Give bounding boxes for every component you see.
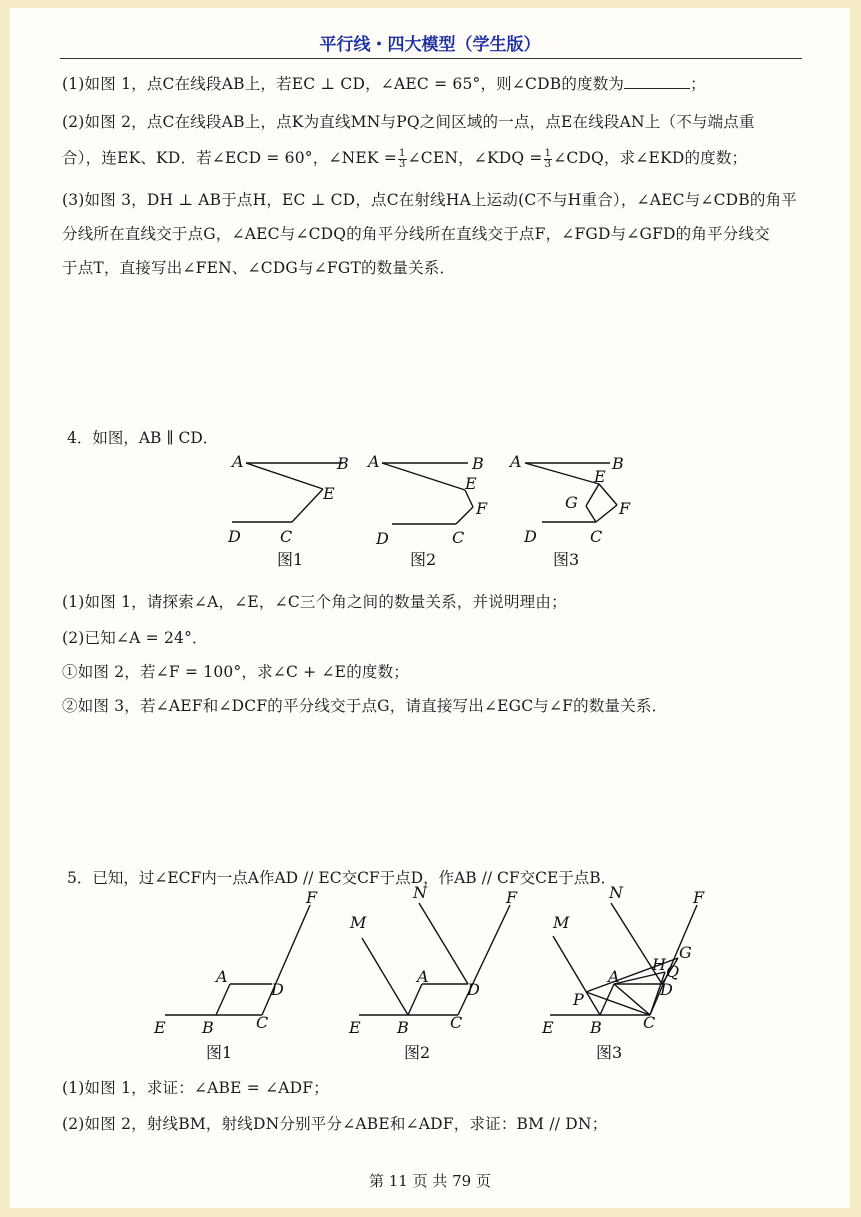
q3-part2-line1: (2)如图 2，点C在线段AB上，点K为直线MN与PQ之间区域的一点，点E在线段AN上（不与端点重 (62, 113, 755, 131)
label-c: C (452, 528, 465, 547)
label-a: A (216, 967, 228, 986)
label-e: E (323, 484, 335, 503)
label-m: M (553, 913, 570, 932)
label-g: G (565, 493, 578, 512)
q3-part2-text-a: 合），连EK、KD．若∠ECD = 60°，∠NEK = (62, 149, 398, 167)
line-cf (262, 905, 310, 1015)
q5-figure-3 (541, 883, 705, 1062)
label-c: C (256, 1013, 269, 1032)
frac-denominator: 3 (544, 158, 552, 170)
caption-fig3: 图3 (596, 1043, 623, 1062)
label-c: C (450, 1013, 463, 1032)
page-title: 平行线・四大模型（学生版） (319, 35, 541, 55)
line-cf (458, 905, 510, 1015)
document-page (10, 8, 850, 1208)
frac-numerator: 1 (399, 147, 406, 159)
label-m: M (350, 913, 367, 932)
label-d: D (376, 529, 389, 548)
frac-numerator: 1 (544, 147, 552, 159)
q3-part1-end: ； (690, 75, 706, 93)
q5-figure-1 (153, 888, 318, 1062)
label-f: F (306, 888, 318, 907)
q5-figure-2 (348, 883, 518, 1062)
q4-stem: 4．如图，AB ∥ CD． (67, 429, 219, 447)
label-p: P (573, 990, 584, 1009)
caption-fig3: 图3 (553, 550, 580, 569)
label-h: H (652, 955, 666, 974)
label-a: A (368, 452, 380, 471)
q4-part2-1: ①如图 2，若∠F = 100°，求∠C + ∠E的度数； (62, 663, 409, 681)
label-n: N (609, 883, 623, 902)
label-c: C (643, 1013, 656, 1032)
caption-fig1: 图1 (277, 550, 304, 569)
q5-figures (10, 8, 850, 1208)
segment-ac (614, 984, 650, 1015)
q3-part2-text-c: ∠CDQ，求∠EKD的度数； (553, 149, 748, 167)
q3-part3-line3: 于点T，直接写出∠FEN、∠CDG与∠FGT的数量关系． (62, 259, 456, 277)
q5-part2: (2)如图 2，射线BM，射线DN分别平分∠ABE和∠ADF，求证：BM // DN； (62, 1115, 608, 1133)
segment-ab (408, 984, 422, 1015)
label-e: E (154, 1018, 166, 1037)
q5-stem: 5．已知，过∠ECF内一点A作AD // EC交CF于点D，作AB // CF交CE于点B． (67, 869, 617, 887)
label-c: C (280, 527, 293, 546)
label-b: B (337, 454, 349, 473)
q3-part1-text: (1)如图 1，点C在线段AB上，若EC ⊥ CD，∠AEC = 65°，则∠CDB的度数为 (62, 75, 625, 93)
label-d: D (271, 980, 284, 999)
label-b: B (202, 1018, 214, 1037)
q4-part2-2: ②如图 3，若∠AEF和∠DCF的平分线交于点G，请直接写出∠EGC与∠F的数量关系． (62, 697, 668, 715)
label-b: B (472, 454, 484, 473)
q5-part1: (1)如图 1，求证：∠ABE = ∠ADF； (62, 1079, 329, 1097)
label-g: G (679, 943, 692, 962)
label-d: D (660, 980, 673, 999)
label-q: Q (666, 962, 680, 981)
frac-denominator: 3 (399, 158, 406, 170)
label-a: A (417, 967, 429, 986)
q3-part3-line2: 分线所在直线交于点G，∠AEC与∠CDQ的角平分线所在直线交于点F，∠FGD与∠GFD的角平分线交 (62, 225, 770, 243)
page-number: 第 11 页 共 79 页 (368, 1172, 491, 1190)
caption-fig2: 图2 (404, 1043, 431, 1062)
label-e: E (465, 474, 477, 493)
q3-part2-text-b: ∠CEN，∠KDQ = (407, 149, 543, 167)
label-a: A (510, 452, 522, 471)
q3-part3-line1: (3)如图 3，DH ⊥ AB于点H，EC ⊥ CD，点C在射线HA上运动(C不与H重合），∠AEC与∠CDB的角平 (62, 191, 797, 209)
q4-part2: (2)已知∠A = 24°． (62, 629, 208, 647)
caption-fig2: 图2 (410, 550, 437, 569)
ray-bm (362, 938, 408, 1015)
caption-fig1: 图1 (206, 1043, 233, 1062)
label-b: B (590, 1018, 602, 1037)
label-d: D (467, 980, 480, 999)
label-e: E (542, 1018, 554, 1037)
label-b: B (397, 1018, 409, 1037)
label-n: N (413, 883, 427, 902)
label-a: A (608, 967, 620, 986)
label-d: D (524, 527, 537, 546)
label-f: F (619, 499, 631, 518)
q4-part1: (1)如图 1，请探索∠A，∠E，∠C三个角之间的数量关系，并说明理由； (62, 593, 567, 611)
label-e: E (349, 1018, 361, 1037)
label-f: F (693, 888, 705, 907)
label-e: E (594, 467, 606, 486)
label-d: D (228, 527, 241, 546)
label-f: F (476, 499, 488, 518)
segment-ab (216, 984, 230, 1015)
label-f: F (506, 888, 518, 907)
segment-pc (586, 992, 650, 1015)
label-b: B (612, 454, 624, 473)
label-c: C (590, 527, 603, 546)
label-a: A (232, 452, 244, 471)
